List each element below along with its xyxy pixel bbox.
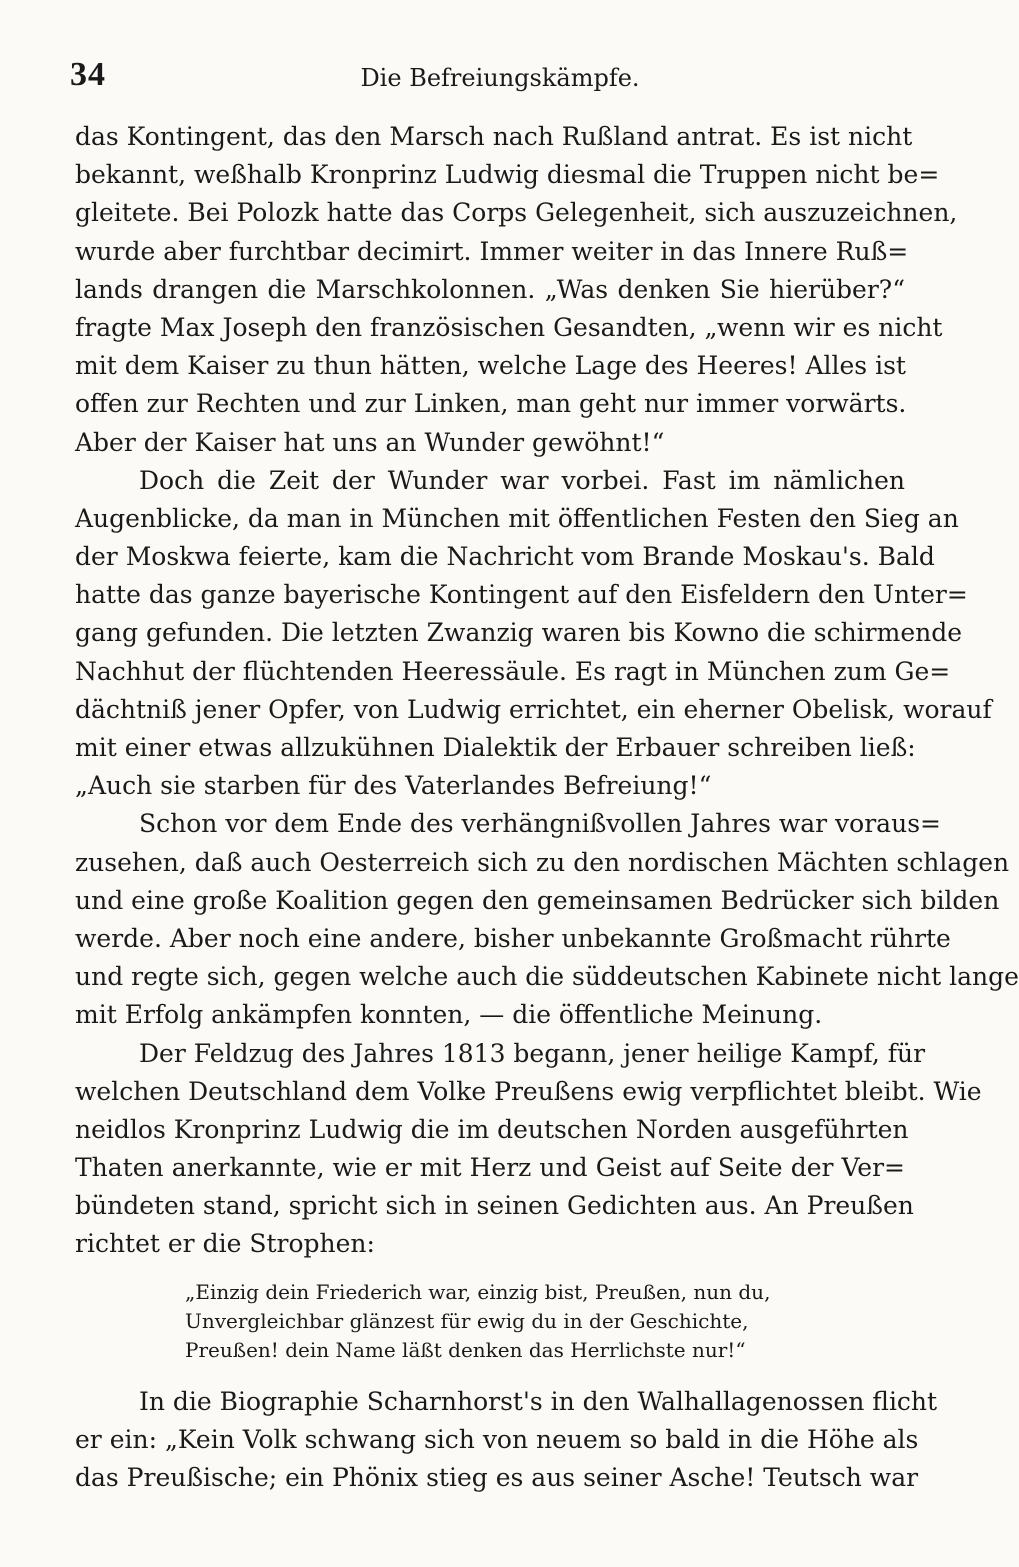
- text-line: und regte sich, gegen welche auch die süddeutschen Kabinete nicht lange: [75, 962, 1019, 992]
- main-text: [75, 118, 1019, 1264]
- text-line: hatte das ganze bayerische Kontingent auf den Eisfeldern den Unter=: [75, 580, 968, 610]
- page-number: 34: [70, 56, 106, 93]
- closing-text: [75, 1383, 938, 1498]
- text-line: der Moskwa feierte, kam die Nachricht vom Brande Moskau's. Bald: [75, 542, 935, 572]
- text-line: Nachhut der flüchtenden Heeressäule. Es ragt in München zum Ge=: [75, 656, 951, 686]
- page-body: [75, 118, 1019, 1497]
- text-line: Schon vor dem Ende des verhängnißvollen Jahres war voraus=: [139, 809, 941, 839]
- text-line: Augenblicke, da man in München mit öffentlichen Festen den Sieg an: [75, 503, 959, 533]
- text-line: In die Biographie Scharnhorst's in den Walhallagenossen flicht: [139, 1386, 938, 1416]
- text-line: wurde aber furchtbar decimirt. Immer weiter in das Innere Ruß=: [75, 236, 909, 266]
- text-line: gang gefunden. Die letzten Zwanzig waren bis Kowno die schirmende: [75, 618, 963, 648]
- text-line: gleitete. Bei Polozk hatte das Corps Gelegenheit, sich auszuzeichnen,: [75, 198, 958, 228]
- text-line: mit dem Kaiser zu thun hätten, welche Lage des Heeres! Alles ist: [75, 351, 906, 381]
- text-line: bekannt, weßhalb Kronprinz Ludwig diesmal die Truppen nicht be=: [75, 160, 940, 190]
- text-line: neidlos Kronprinz Ludwig die im deutschen Norden ausgeführten: [75, 1114, 909, 1144]
- text-line: Aber der Kaiser hat uns an Wunder gewöhnt!“: [75, 427, 665, 457]
- text-line: dächtniß jener Opfer, von Ludwig errichtet, ein eherner Obelisk, worauf: [75, 694, 992, 724]
- text-line: das Preußische; ein Phönix stieg es aus seiner Asche! Teutsch war: [75, 1463, 919, 1492]
- verse-line: Preußen! dein Name läßt denken das Herrlichste nur!“: [185, 1337, 746, 1362]
- text-line: bündeten stand, spricht sich in seinen Gedichten aus. An Preußen: [75, 1191, 914, 1221]
- text-line: Thaten anerkannte, wie er mit Herz und Geist auf Seite der Ver=: [75, 1153, 905, 1183]
- text-line: und eine große Koalition gegen den gemeinsamen Bedrücker sich bilden: [75, 885, 1000, 915]
- text-line: mit Erfolg ankämpfen konnten, — die öffentliche Meinung.: [75, 1000, 823, 1030]
- verse-quote: [75, 1278, 905, 1365]
- page-header: [70, 56, 930, 100]
- verse-line: Unvergleichbar glänzest für ewig du in der Geschichte,: [185, 1308, 749, 1333]
- text-line: werde. Aber noch eine andere, bisher unbekannte Großmacht rührte: [75, 923, 951, 953]
- text-line: Der Feldzug des Jahres 1813 begann, jener heilige Kampf, für: [139, 1038, 926, 1068]
- text-line: lands drangen die Marschkolonnen. „Was denken Sie hierüber?“: [75, 274, 905, 304]
- text-line: offen zur Rechten und zur Linken, man geht nur immer vorwärts.: [75, 389, 907, 419]
- text-line: er ein: „Kein Volk schwang sich von neuem so bald in die Höhe als: [75, 1424, 919, 1454]
- text-line: welchen Deutschland dem Volke Preußens ewig verpflichtet bleibt. Wie: [75, 1076, 982, 1106]
- text-line: „Auch sie starben für des Vaterlandes Befreiung!“: [75, 771, 712, 801]
- text-line: mit einer etwas allzukühnen Dialektik der Erbauer schreiben ließ:: [75, 733, 916, 762]
- text-line: richtet er die Strophen:: [75, 1229, 375, 1259]
- running-head: Die Befreiungskämpfe.: [360, 64, 640, 92]
- verse-line: „Einzig dein Friederich war, einzig bist, Preußen, nun du,: [185, 1279, 771, 1304]
- text-line: zusehen, daß auch Oesterreich sich zu den nordischen Mächten schlagen: [75, 847, 1010, 877]
- text-line: Doch die Zeit der Wunder war vorbei. Fast im nämlichen: [139, 465, 905, 495]
- text-line: fragte Max Joseph den französischen Gesandten, „wenn wir es nicht: [75, 312, 943, 342]
- text-line: das Kontingent, das den Marsch nach Rußland antrat. Es ist nicht: [75, 122, 913, 151]
